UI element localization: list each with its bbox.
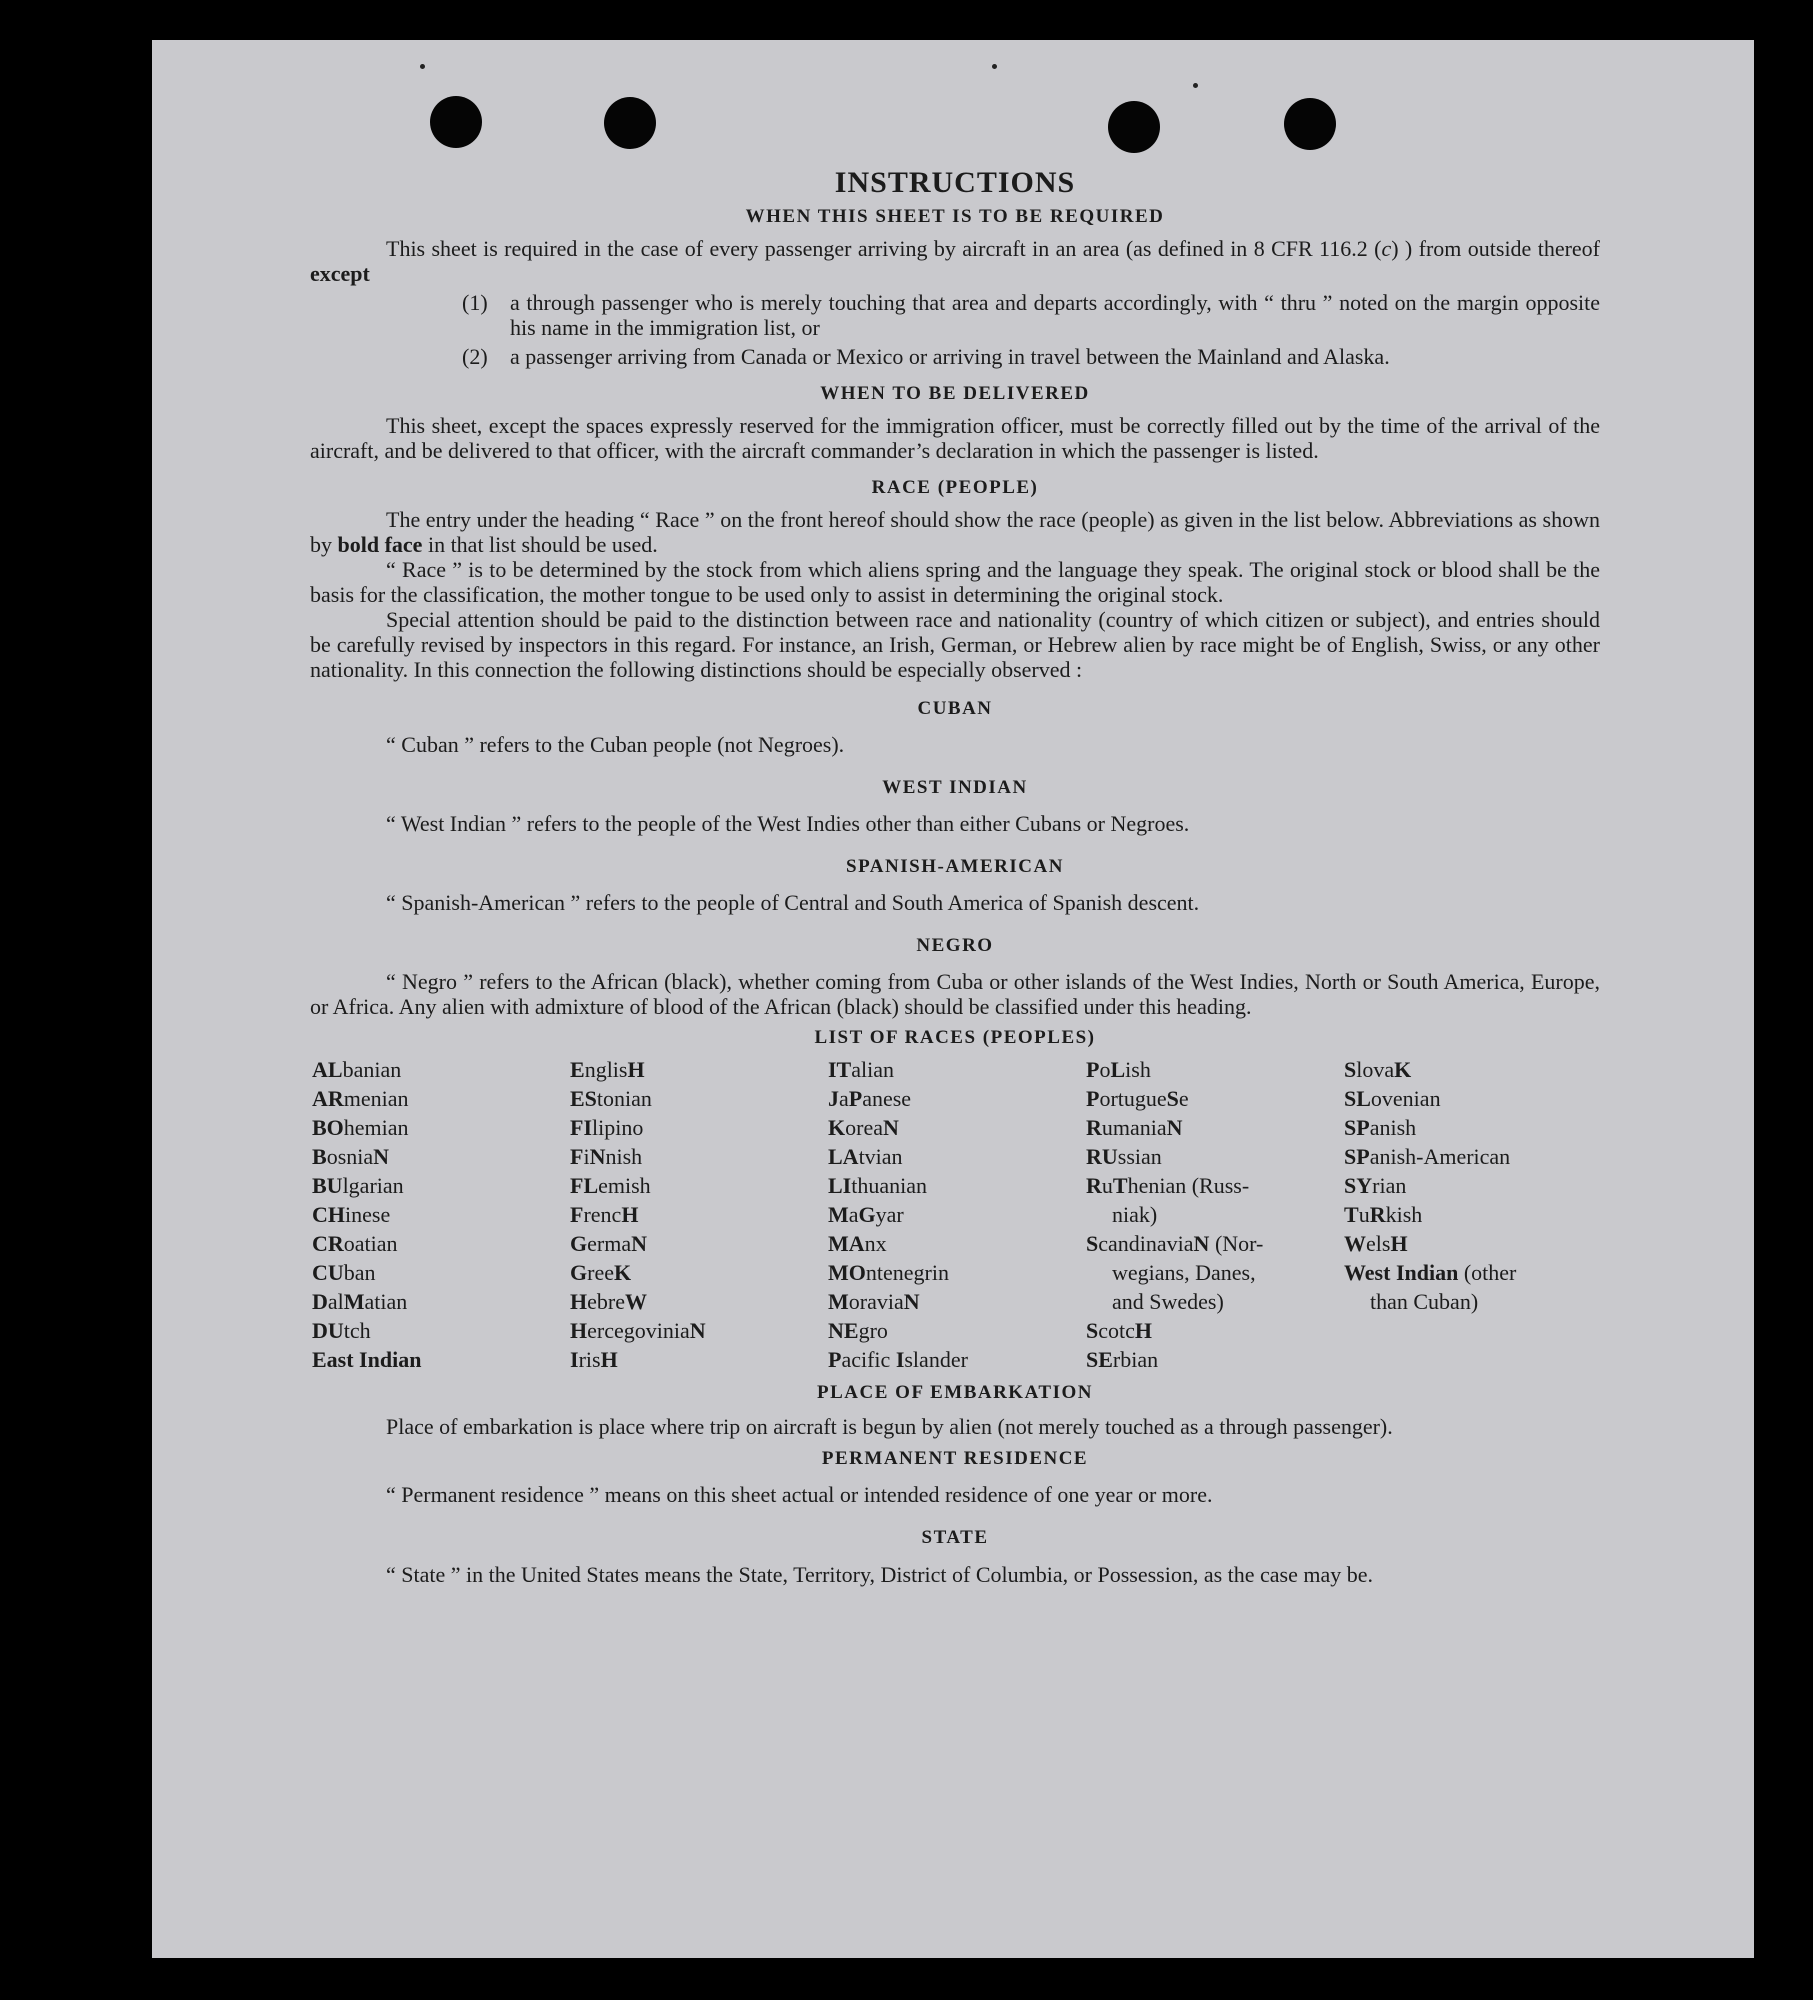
punch-hole: [430, 96, 482, 148]
race-entry: LIthuanian: [828, 1173, 928, 1198]
race-entry-continued: than Cuban): [1370, 1289, 1479, 1314]
race-entry: EnglisH: [570, 1057, 645, 1082]
dust-speck: [992, 64, 997, 69]
race-entry: ScotcH: [1086, 1318, 1153, 1343]
race-entry: BosniaN: [312, 1144, 390, 1169]
race-entry: WelsH: [1344, 1231, 1408, 1256]
race-entry: EStonian: [570, 1086, 652, 1111]
race-entry-continued: niak): [1112, 1202, 1158, 1227]
race-entry: ScandinaviaN (Nor-: [1086, 1231, 1264, 1256]
race-paragraph-1: The entry under the heading “ Race ” on the front hereof should show the race (people) as given in the list below. Abbreviations as shown by bold face in that list should be used.: [310, 507, 1600, 557]
dust-speck: [1193, 83, 1198, 88]
race-entry: GermaN: [570, 1231, 647, 1256]
race-entry: JaPanese: [828, 1086, 912, 1111]
race-entry: FrencH: [570, 1202, 639, 1227]
race-entry: GreeK: [570, 1260, 632, 1285]
races-column: [826, 1055, 1084, 1374]
race-entry: East Indian: [312, 1347, 422, 1372]
document-page: [152, 40, 1754, 1958]
race-entry: HebreW: [570, 1289, 647, 1314]
race-entry: SPanish-American: [1344, 1144, 1511, 1169]
punch-hole: [1284, 98, 1336, 150]
spanish-american-text: “ Spanish-American ” refers to the people of Central and South America of Spanish descent.: [386, 890, 1200, 915]
exception-item: [462, 290, 1600, 340]
heading-west-indian: WEST INDIAN: [882, 777, 1028, 798]
race-entry: FLemish: [570, 1173, 651, 1198]
instructions-content: [310, 166, 1600, 1591]
race-entry: HercegoviniaN: [570, 1318, 706, 1343]
races-column: [1342, 1055, 1600, 1374]
race-entry: BOhemian: [312, 1115, 409, 1140]
exception-text: a passenger arriving from Canada or Mexico or arriving in travel between the Mainland and Alaska.: [510, 344, 1390, 369]
race-entry: MAnx: [828, 1231, 887, 1256]
exception-item: [462, 344, 1600, 369]
negro-text: “ Negro ” refers to the African (black), whether coming from Cuba or other islands of the West Indies, North or South America, Europe, or Africa. Any alien with admixture of blood of the African (black) should be classified under this heading.: [310, 969, 1600, 1019]
race-entry: SErbian: [1086, 1347, 1159, 1372]
race-entry: TuRkish: [1344, 1202, 1423, 1227]
race-entry: MaGyar: [828, 1202, 904, 1227]
race-entry: PortugueSe: [1086, 1086, 1189, 1111]
races-list: [310, 1055, 1600, 1374]
race-paragraph-3: Special attention should be paid to the distinction between race and nationality (country of which citizen or subject), and entries should be carefully revised by inspectors in this regard. For instance, an Irish, German, or Hebrew alien by race might be of English, Swiss, or any other nationality. In this connection the following distinctions should be especially observed :: [310, 607, 1600, 682]
permanent-residence-text: “ Permanent residence ” means on this sheet actual or intended residence of one year or more.: [386, 1482, 1213, 1507]
race-entry: CHinese: [312, 1202, 391, 1227]
race-entry: ARmenian: [312, 1086, 409, 1111]
state-text: “ State ” in the United States means the State, Territory, District of Columbia, or Possession, as the case may be.: [386, 1562, 1374, 1587]
exception-text: a through passenger who is merely touching that area and departs accordingly, with “ thru ” noted on the margin opposite his name in the immigration list, or: [510, 290, 1600, 340]
race-entry: SlovaK: [1344, 1057, 1412, 1082]
race-entry: CRoatian: [312, 1231, 398, 1256]
heading-negro: NEGRO: [916, 935, 994, 956]
races-column: [310, 1055, 568, 1374]
race-entry: ALbanian: [312, 1057, 402, 1082]
race-entry: SYrian: [1344, 1173, 1407, 1198]
race-entry: FiNnish: [570, 1144, 643, 1169]
race-entry-continued: and Swedes): [1112, 1289, 1224, 1314]
race-entry: BUlgarian: [312, 1173, 404, 1198]
races-column: [1084, 1055, 1342, 1374]
west-indian-text: “ West Indian ” refers to the people of the West Indies other than either Cubans or Negroes.: [386, 811, 1190, 836]
races-column: [568, 1055, 826, 1374]
punch-hole: [604, 97, 656, 149]
page-title: INSTRUCTIONS: [834, 166, 1076, 199]
heading-delivered: WHEN TO BE DELIVERED: [820, 383, 1090, 404]
race-entry: CUban: [312, 1260, 376, 1285]
dust-speck: [420, 64, 425, 69]
heading-required: WHEN THIS SHEET IS TO BE REQUIRED: [745, 206, 1165, 227]
race-entry: West Indian (other: [1344, 1260, 1517, 1285]
race-paragraph-2: “ Race ” is to be determined by the stock from which aliens spring and the language they speak. The original stock or blood shall be the basis for the classification, the mother tongue to be used only to assist in determining the original stock.: [310, 557, 1600, 607]
heading-state: STATE: [921, 1527, 989, 1548]
embarkation-text: Place of embarkation is place where trip on aircraft is begun by alien (not merely touched as a through passenger).: [386, 1414, 1393, 1439]
race-entry: FIlipino: [570, 1115, 644, 1140]
race-entry: MoraviaN: [828, 1289, 920, 1314]
race-entry: Pacific Islander: [828, 1347, 968, 1372]
heading-permanent-residence: PERMANENT RESIDENCE: [821, 1448, 1089, 1469]
race-entry: SPanish: [1344, 1115, 1417, 1140]
race-entry: IrisH: [570, 1347, 618, 1372]
heading-cuban: CUBAN: [917, 698, 993, 719]
heading-race: RACE (PEOPLE): [871, 477, 1039, 498]
race-entry: DalMatian: [312, 1289, 408, 1314]
heading-spanish-american: SPANISH-AMERICAN: [846, 856, 1064, 877]
cuban-text: “ Cuban ” refers to the Cuban people (not Negroes).: [386, 732, 845, 757]
race-entry: DUtch: [312, 1318, 371, 1343]
race-entry: NEgro: [828, 1318, 888, 1343]
required-intro: This sheet is required in the case of every passenger arriving by aircraft in an area (as defined in 8 CFR 116.2 (c) ) from outside thereof except: [310, 236, 1600, 286]
race-entry: KoreaN: [828, 1115, 899, 1140]
race-entry: RuThenian (Russ-: [1086, 1173, 1250, 1198]
heading-embarkation: PLACE OF EMBARKATION: [817, 1382, 1093, 1403]
race-entry: RUssian: [1086, 1144, 1162, 1169]
race-entry: MOntenegrin: [828, 1260, 949, 1285]
punch-hole: [1108, 101, 1160, 153]
race-entry: SLovenian: [1344, 1086, 1441, 1111]
race-entry: LAtvian: [828, 1144, 903, 1169]
delivered-text: This sheet, except the spaces expressly reserved for the immigration officer, must be correctly filled out by the time of the arrival of the aircraft, and be delivered to that officer, with the aircraft commander’s declaration in which the passenger is listed.: [310, 413, 1600, 463]
race-entry: ITalian: [828, 1057, 895, 1082]
exception-number: (2): [462, 344, 488, 369]
race-entry-continued: wegians, Danes,: [1112, 1260, 1256, 1285]
race-entry: PoLish: [1086, 1057, 1151, 1082]
race-entry: RumaniaN: [1086, 1115, 1183, 1140]
heading-list-of-races: LIST OF RACES (PEOPLES): [814, 1027, 1096, 1048]
exception-number: (1): [462, 290, 488, 315]
